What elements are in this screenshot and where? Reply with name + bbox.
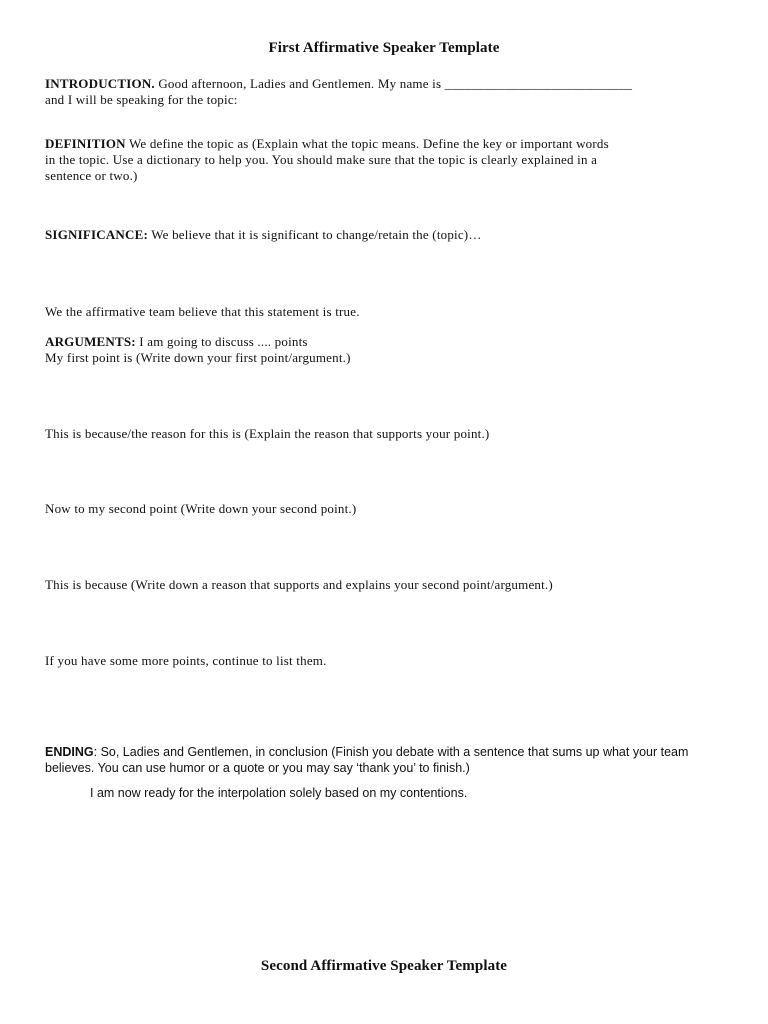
ending-line-1 [45,744,725,760]
definition-label: DEFINITION [45,136,126,151]
definition-text: We define the topic as (Explain what the topic means. Define the key or important words [125,136,609,151]
arguments-line-1 [45,334,725,350]
first-reason-line: This is because/the reason for this is (Explain the reason that supports your point.) [45,426,490,441]
ending-text: : So, Ladies and Gentlemen, in conclusion (Finish you debate with a sentence that sums up what your team [93,745,689,759]
definition-line-2: in the topic. Use a dictionary to help you. You should make sure that the topic is clearly explained in a [45,152,598,167]
second-point-line: Now to my second point (Write down your second point.) [45,501,357,516]
definition-line-3: sentence or two.) [45,168,138,183]
ending-line-2: believes. You can use humor or a quote or you may say ‘thank you’ to finish.) [45,761,470,775]
belief-statement: We the affirmative team believe that this statement is true. [45,304,360,319]
ending-paragraph [45,744,725,776]
first-point-line: My first point is (Write down your first point/argument.) [45,350,351,365]
arguments-label: ARGUMENTS: [45,334,136,349]
second-reason-line: This is because (Write down a reason that supports and explains your second point/argument.) [45,577,553,592]
second-template-title: Second Affirmative Speaker Template [260,958,508,974]
page-title: First Affirmative Speaker Template [268,40,500,56]
introduction-line-2: and I will be speaking for the topic: [45,92,238,107]
more-points-line: If you have some more points, continue to list them. [45,653,327,668]
introduction-line-1 [45,76,725,92]
definition-line-1 [45,136,725,152]
arguments-text: I am going to discuss .... points [135,334,308,349]
significance-text: We believe that it is significant to change/retain the (topic)… [148,227,482,242]
interpolation-line: I am now ready for the interpolation solely based on my contentions. [90,786,468,800]
arguments-paragraph [45,334,725,366]
introduction-text: Good afternoon, Ladies and Gentlemen. My name is ____________________________ [154,76,633,91]
definition-paragraph [45,136,725,184]
introduction-paragraph [45,76,725,108]
introduction-label: INTRODUCTION. [45,76,155,91]
significance-paragraph [45,227,725,243]
significance-label: SIGNIFICANCE: [45,227,149,242]
ending-label: ENDING [45,745,94,759]
